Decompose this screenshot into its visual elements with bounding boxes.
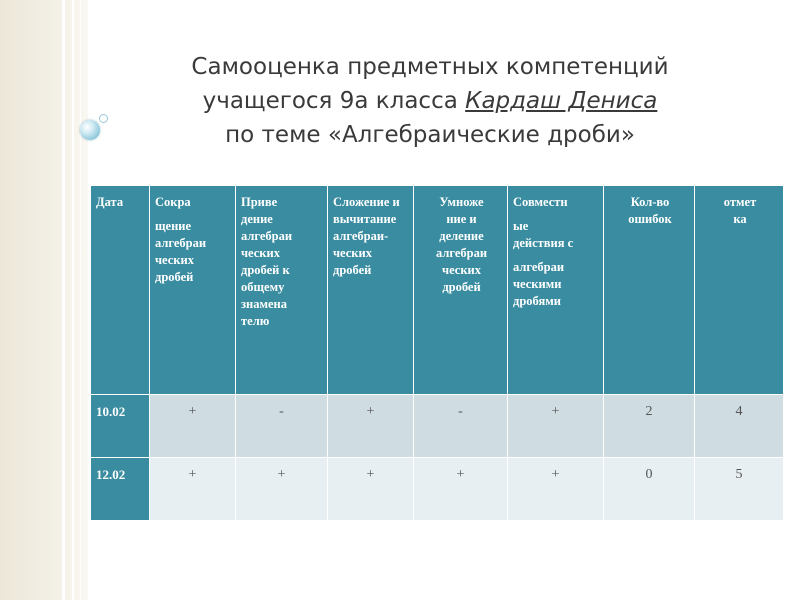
title-line-1: Самооценка предметных компетенций xyxy=(191,54,669,80)
header-text-line: ошибок xyxy=(628,212,672,226)
title-line-2-prefix: учащегося 9а класса xyxy=(202,88,466,114)
table-row xyxy=(91,395,784,458)
slide-title xyxy=(150,50,710,152)
header-grade xyxy=(695,186,784,395)
header-text-line: щение xyxy=(155,219,192,233)
header-text-line: алгебраи xyxy=(435,246,488,260)
header-text-line: Дата xyxy=(96,195,124,209)
decorative-line xyxy=(72,0,74,600)
header-text-line: дробей xyxy=(155,270,194,284)
cell-mul-div: - xyxy=(414,395,508,458)
header-text-line: вычитание xyxy=(333,212,397,226)
header-text-line: деление xyxy=(439,229,484,243)
header-text-line: ые xyxy=(513,219,529,233)
header-common-denominator xyxy=(236,186,328,395)
header-text-line: дение xyxy=(241,212,273,226)
header-text-line: действия с xyxy=(513,236,574,250)
header-text-line: знамена xyxy=(241,297,287,311)
table-header-row xyxy=(91,186,784,395)
header-text-line: общему xyxy=(241,280,285,294)
header-text-line: дробей xyxy=(333,263,372,277)
cell-reduction: + xyxy=(150,458,236,521)
header-text-line: ческих xyxy=(333,246,372,260)
header-add-sub xyxy=(328,186,414,395)
header-text-line: Сложение и xyxy=(333,195,400,209)
cell-errors: 0 xyxy=(604,458,695,521)
header-errors xyxy=(604,186,695,395)
cell-combined: + xyxy=(508,395,604,458)
header-text-line: Совместн xyxy=(513,195,568,209)
header-text-line: отмет xyxy=(723,195,757,209)
header-text-line: ческих xyxy=(442,263,481,277)
header-text-line: ческих xyxy=(241,246,280,260)
cell-reduction: + xyxy=(150,395,236,458)
header-text-line: Приве xyxy=(241,195,278,209)
header-text-line: Кол-во xyxy=(630,195,670,209)
header-text-line: алгебраи xyxy=(513,260,565,274)
title-line-3: по теме «Алгебраические дроби» xyxy=(225,122,635,148)
header-date xyxy=(91,186,150,395)
header-text-line: дробей к xyxy=(241,263,290,277)
header-text-line: ка xyxy=(733,212,747,226)
decorative-line xyxy=(62,0,65,600)
title-line-2 xyxy=(150,84,710,118)
decorative-side-band xyxy=(0,0,88,600)
header-text-line: Умноже xyxy=(439,195,484,209)
header-mul-div xyxy=(414,186,508,395)
table-row xyxy=(91,458,784,521)
header-text-line: алгебраи xyxy=(241,229,293,243)
cell-grade: 5 xyxy=(695,458,784,521)
competency-table xyxy=(90,185,784,521)
header-text-line: дробей xyxy=(442,280,481,294)
cell-errors: 2 xyxy=(604,395,695,458)
cell-combined: + xyxy=(508,458,604,521)
cell-add-sub: + xyxy=(328,458,414,521)
header-text-line: телю xyxy=(241,314,270,328)
header-text-line: дробями xyxy=(513,294,561,308)
header-text-line: Сокра xyxy=(155,195,191,209)
decorative-ring-icon xyxy=(99,114,108,123)
header-text-line: ние и xyxy=(446,212,477,226)
header-text-line: ческих xyxy=(155,253,194,267)
header-text-line: ческими xyxy=(513,277,562,291)
header-text-line: алгебраи xyxy=(155,236,207,250)
header-combined xyxy=(508,186,604,395)
cell-mul-div: + xyxy=(414,458,508,521)
cell-common-denominator: + xyxy=(236,458,328,521)
decorative-line xyxy=(80,0,81,600)
header-text-line: алгебраи- xyxy=(333,229,389,243)
cell-date: 12.02 xyxy=(91,458,150,521)
cell-grade: 4 xyxy=(695,395,784,458)
cell-common-denominator: - xyxy=(236,395,328,458)
cell-date: 10.02 xyxy=(91,395,150,458)
header-reduction xyxy=(150,186,236,395)
decorative-bubble-icon xyxy=(80,120,100,140)
student-name: Кардаш Дениса xyxy=(465,88,658,114)
cell-add-sub: + xyxy=(328,395,414,458)
